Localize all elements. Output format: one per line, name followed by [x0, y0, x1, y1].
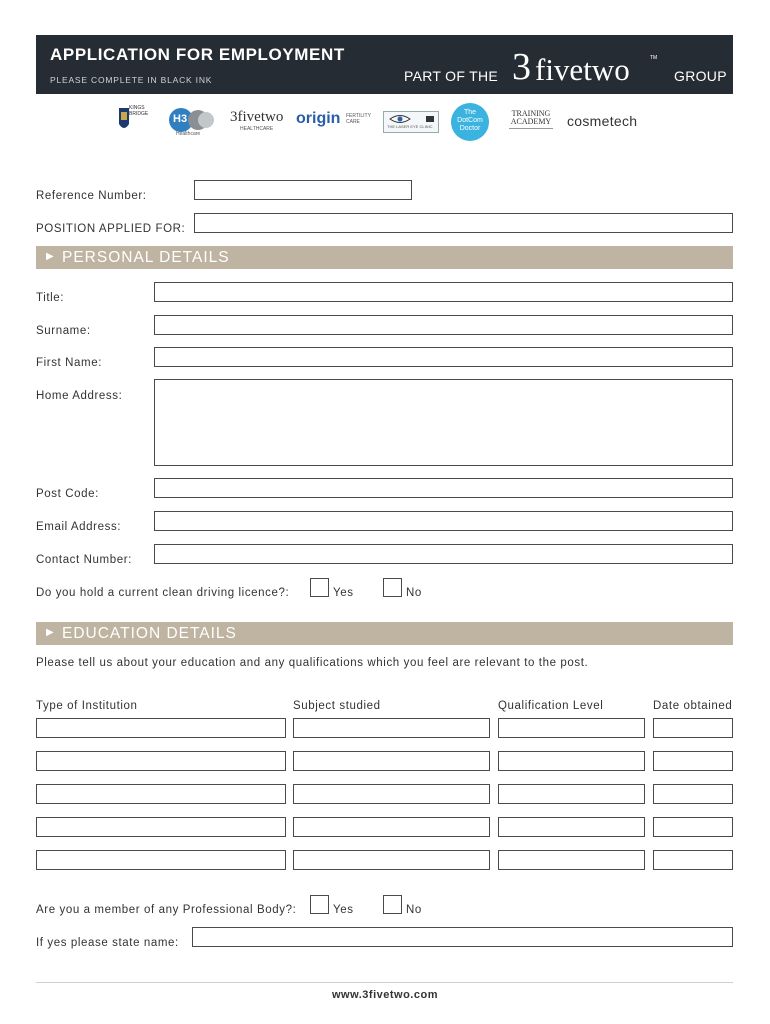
dotcom-text	[451, 109, 489, 133]
laser-eye-clinic-logo	[383, 111, 439, 133]
first-name-field[interactable]	[154, 347, 733, 367]
institution-cell-field[interactable]	[36, 817, 286, 837]
home-address-label: Home Address:	[36, 390, 123, 402]
group-text: GROUP	[674, 68, 727, 84]
institution-cell-field[interactable]	[36, 784, 286, 804]
qualification-cell-field[interactable]	[498, 850, 645, 870]
bridge-text: BRIDGE	[129, 111, 149, 117]
kings-bridge-logo	[116, 102, 149, 138]
licence-yes-checkbox[interactable]	[310, 578, 329, 597]
column-date: Date obtained	[653, 700, 733, 712]
qualification-cell-field[interactable]	[498, 751, 645, 771]
date-cell-field[interactable]	[653, 751, 733, 771]
brand-word: fivetwo	[535, 52, 630, 87]
training-text: TRAINING	[511, 109, 551, 118]
h3-sub-text: Healthcare	[176, 131, 201, 137]
column-institution: Type of Institution	[36, 700, 138, 712]
kings-text: KINGS	[129, 105, 145, 111]
email-address-label: Email Address:	[36, 521, 122, 533]
surname-field[interactable]	[154, 315, 733, 335]
form-subtitle: PLEASE COMPLETE IN BLACK INK	[50, 75, 213, 85]
post-code-label: Post Code:	[36, 488, 99, 500]
date-cell-field[interactable]	[653, 718, 733, 738]
h3-healthcare-logo	[168, 108, 218, 138]
email-address-field[interactable]	[154, 511, 733, 531]
qualification-cell-field[interactable]	[498, 784, 645, 804]
position-applied-label: POSITION APPLIED FOR:	[36, 223, 186, 235]
licence-no-checkbox[interactable]	[383, 578, 402, 597]
professional-yes-label: Yes	[333, 904, 354, 916]
professional-body-name-field[interactable]	[192, 927, 733, 947]
qualification-cell-field[interactable]	[498, 817, 645, 837]
first-name-label: First Name:	[36, 357, 103, 369]
form-header	[36, 35, 733, 94]
fivetwo-logo-sub: HEALTHCARE	[240, 126, 274, 132]
dotcom-line-3: Doctor	[459, 125, 481, 132]
home-address-field[interactable]	[154, 379, 733, 466]
date-cell-field[interactable]	[653, 850, 733, 870]
3fivetwo-healthcare-logo	[230, 109, 286, 133]
title-label: Title:	[36, 292, 65, 304]
cosmetech-logo	[567, 113, 637, 129]
form-title: APPLICATION FOR EMPLOYMENT	[50, 45, 345, 64]
subject-cell-field[interactable]	[293, 751, 490, 771]
subject-cell-field[interactable]	[293, 850, 490, 870]
brand-number: 3	[512, 46, 531, 88]
section-arrow-icon: ▶	[46, 251, 54, 262]
professional-no-label: No	[406, 904, 422, 916]
professional-no-checkbox[interactable]	[383, 895, 402, 914]
personal-details-header	[36, 246, 733, 269]
title-field[interactable]	[154, 282, 733, 302]
state-name-label: If yes please state name:	[36, 937, 179, 949]
cosmetech-text: cosmetech	[567, 113, 638, 129]
contact-number-field[interactable]	[154, 544, 733, 564]
education-details-title: EDUCATION DETAILS	[62, 625, 237, 642]
section-arrow-icon: ▶	[46, 627, 54, 638]
driving-licence-question: Do you hold a current clean driving licence?:	[36, 587, 290, 599]
position-applied-field[interactable]	[194, 213, 733, 233]
origin-fertility-logo	[296, 110, 376, 132]
origin-text: origin	[296, 110, 341, 127]
licence-yes-label: Yes	[333, 587, 354, 599]
training-underline	[509, 128, 553, 129]
education-details-header	[36, 622, 733, 645]
part-of-text: PART OF THE	[404, 68, 499, 84]
trademark-mark: TM	[650, 55, 658, 61]
origin-sub-text: FERTILITY CARE	[346, 113, 371, 125]
column-subject: Subject studied	[293, 700, 381, 712]
subject-cell-field[interactable]	[293, 784, 490, 804]
dotcom-doctor-logo	[451, 103, 489, 141]
qualification-cell-field[interactable]	[498, 718, 645, 738]
personal-details-title: PERSONAL DETAILS	[62, 249, 230, 266]
institution-cell-field[interactable]	[36, 850, 286, 870]
eye-clinic-text: THE LASER EYE CLINIC	[387, 124, 433, 129]
date-cell-field[interactable]	[653, 784, 733, 804]
footer-divider	[36, 982, 733, 983]
subject-cell-field[interactable]	[293, 817, 490, 837]
h3-text: H3	[173, 113, 188, 125]
reference-number-field[interactable]	[194, 180, 412, 200]
institution-cell-field[interactable]	[36, 751, 286, 771]
dotcom-line-1: The	[463, 109, 477, 116]
professional-yes-checkbox[interactable]	[310, 895, 329, 914]
education-intro: Please tell us about your education and any qualifications which you feel are relevant to the post.	[36, 657, 589, 669]
institution-cell-field[interactable]	[36, 718, 286, 738]
professional-body-question: Are you a member of any Professional Body?:	[36, 904, 297, 916]
licence-no-label: No	[406, 587, 422, 599]
surname-label: Surname:	[36, 325, 91, 337]
column-qualification: Qualification Level	[498, 700, 604, 712]
training-academy-logo	[506, 110, 556, 132]
date-cell-field[interactable]	[653, 817, 733, 837]
fivetwo-logo-text: 3fivetwo	[230, 109, 284, 125]
academy-text: ACADEMY	[510, 117, 552, 126]
dotcom-line-2: DotCom	[457, 117, 483, 124]
footer-url: www.3fivetwo.com	[331, 989, 438, 1001]
contact-number-label: Contact Number:	[36, 554, 132, 566]
post-code-field[interactable]	[154, 478, 733, 498]
subject-cell-field[interactable]	[293, 718, 490, 738]
reference-number-label: Reference Number:	[36, 190, 147, 202]
